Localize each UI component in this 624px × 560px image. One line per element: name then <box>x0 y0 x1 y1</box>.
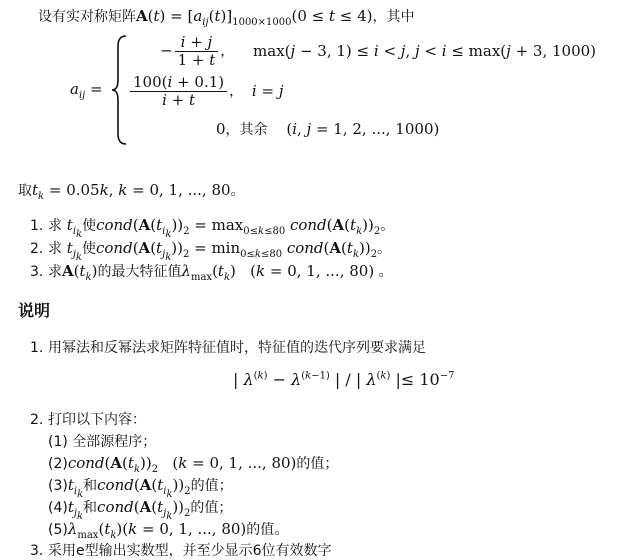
task-1: 1. 求 $t_{i_k}$使$cond(A(t_{i_k}))_2 = \max_{0\le k\le 80}$ $cond(A(t_k))_2$。 <box>30 216 395 240</box>
aij-lhs: $a_{ij}$ = <box>70 80 103 101</box>
intro-line <box>38 6 415 26</box>
other-label: 其余 <box>239 122 268 138</box>
task-2: 2. 求 $t_{j_k}$使$cond(A(t_{j_k}))_2 = \min_{0\le k\le 80}$ $cond(A(t_k))_2$。 <box>30 239 392 263</box>
intro-suffix: ，其中 <box>372 9 415 25</box>
matrix-def: $A(t) = [a_{ij}(t)]_{1000\times 1000}(0 \le t \le 4)$ <box>136 7 373 28</box>
case-3: 0，其余 (i, j = 1, 2, ..., 1000) <box>216 120 440 138</box>
print-item-5: $(5)\lambda_{max}(t_k)(k = 0$, 1, ..., 80)的值。 <box>48 520 289 541</box>
print-item-4: $(4)t_{j_k}$和$cond(A(t_{j_k}))_2$的值； <box>48 498 233 522</box>
left-brace-icon <box>110 34 130 146</box>
case-2: $\frac{100(i + 0.1)}{i + t}$ ， i = j <box>128 74 283 109</box>
section-title: 说明 <box>18 301 51 320</box>
print-item-2: $(2)cond(A(t_k))_2$ (k = 0, 1, ..., 80)的值； <box>48 454 339 475</box>
task-3: 3. 求$A(t_k)$的最大特征值$\lambda_{max}(t_k) (k = 0$, 1, ..., 80) 。 <box>30 262 393 283</box>
print-item-1: (1) 全部源程序； <box>48 434 157 450</box>
note-1: 1. 用幂法和反幂法求矩阵特征值时，特征值的迭代序列要求满足 <box>30 340 426 356</box>
print-item-3: $(3)t_{i_k}$和$cond(A(t_{i_k}))_2$的值； <box>48 476 233 500</box>
note-2: 2. 打印以下内容： <box>30 412 146 428</box>
intro-prefix: 设有实对称矩阵 <box>38 9 136 25</box>
sampling-line: 取$t_k = 0.05k$, k = 0, 1, ..., 80。 <box>18 181 245 202</box>
case-1: − $\frac{i + j}{1 + t}$ ， max(j − 3, 1) ≤ i < j, j < i ≤ max(j + 3, 1000) <box>160 33 597 69</box>
note-3: 3. 采用e型输出实数型，并至少显示6位有效数字 <box>30 543 332 559</box>
convergence-formula: | $\lambda^{(k)} - \lambda^{(k-1)}$ | / | $\lambda^{(k)}$ |≤ $10^{-7}$ <box>233 370 455 389</box>
